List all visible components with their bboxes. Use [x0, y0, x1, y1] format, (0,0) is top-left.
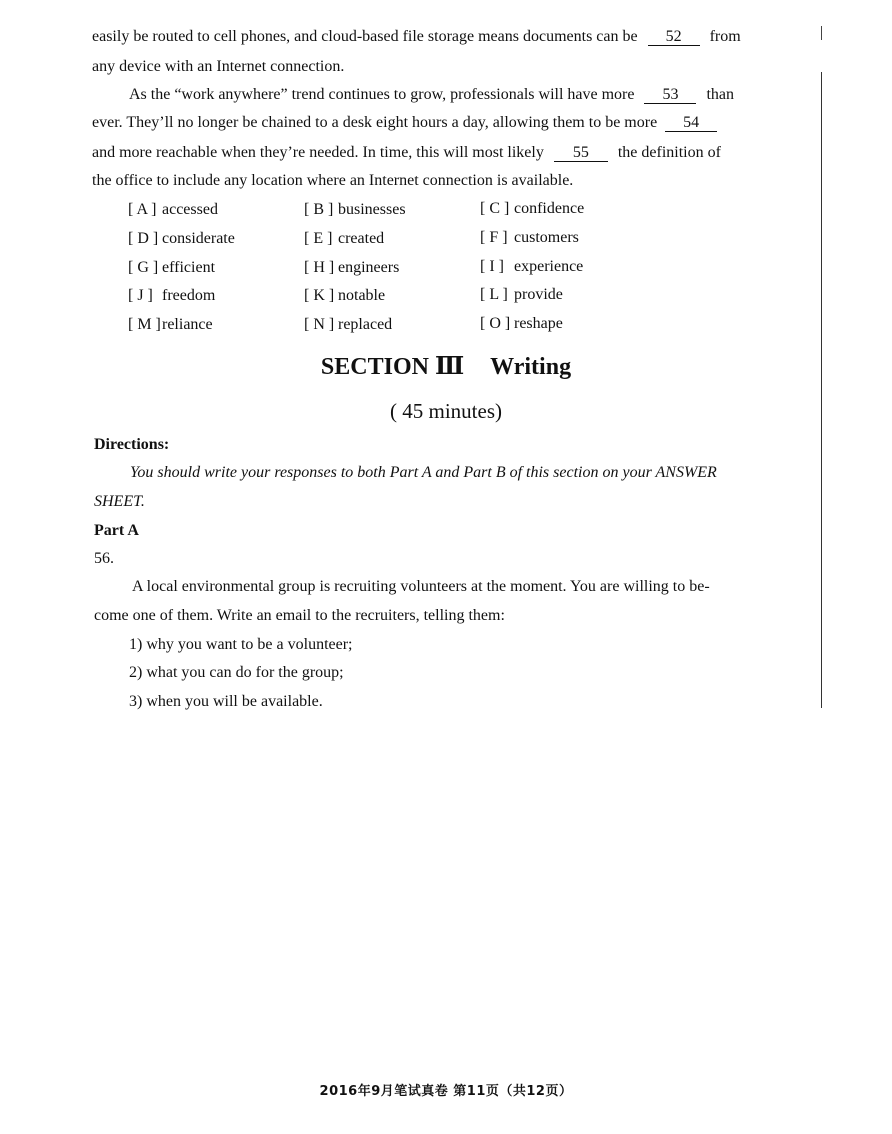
blank-53: 53: [644, 87, 696, 104]
section-title: [0, 351, 892, 381]
passage-text: and more reachable when they’re needed. In time, this will most likely: [92, 144, 544, 161]
option-letter: [ M ]: [128, 316, 161, 333]
passage-line-4: [92, 113, 717, 133]
passage-line-3: [129, 85, 734, 105]
option-l: [480, 285, 563, 305]
option-letter: [ O ]: [480, 315, 511, 332]
option-h: [304, 258, 399, 278]
option-word: accessed: [162, 201, 218, 218]
option-word: efficient: [162, 259, 216, 276]
option-letter: [ N ]: [304, 316, 335, 333]
option-word: provide: [514, 286, 563, 303]
option-c: [480, 199, 584, 219]
option-letter: [ G ]: [128, 259, 159, 276]
prompt-item-2: 2) what you can do for the group;: [129, 664, 344, 681]
section-number: SECTION Ⅲ: [320, 354, 465, 380]
blank-54: 54: [665, 115, 717, 132]
option-letter: [ F ]: [480, 229, 508, 246]
directions-heading: Directions:: [94, 436, 170, 453]
option-letter: [ L ]: [480, 286, 508, 303]
option-a: [128, 200, 218, 220]
passage-line-6: the office to include any location where an Internet connection is available.: [92, 172, 574, 189]
option-letter: [ H ]: [304, 259, 335, 276]
option-word: confidence: [514, 200, 585, 217]
option-word: created: [338, 230, 385, 247]
section-name: Writing: [490, 354, 572, 380]
prompt-line-1: A local environmental group is recruiting volunteers at the moment. You are willing to be-: [132, 578, 710, 595]
passage-line-1: [92, 27, 741, 47]
blank-52: 52: [648, 29, 700, 46]
passage-text: ever. They’ll no longer be chained to a desk eight hours a day, allowing them to be more: [92, 114, 658, 131]
option-word: reshape: [514, 315, 563, 332]
option-word: experience: [514, 258, 584, 275]
page-footer: 2016年9月笔试真卷 第11页（共12页）: [319, 1084, 573, 1099]
margin-rule: [821, 72, 822, 708]
passage-text: from: [709, 28, 741, 45]
prompt-line-2: come one of them. Write an email to the recruiters, telling them:: [94, 607, 505, 624]
option-letter: [ D ]: [128, 230, 159, 247]
option-word: reliance: [162, 316, 213, 333]
option-word: considerate: [162, 230, 235, 247]
option-d: [128, 229, 235, 249]
prompt-item-3: 3) when you will be available.: [129, 693, 323, 710]
option-word: replaced: [338, 316, 393, 333]
option-letter: [ I ]: [480, 258, 504, 275]
passage-text: As the “work anywhere” trend continues to grow, professionals will have more: [129, 86, 635, 103]
question-number: 56.: [94, 550, 114, 567]
option-b: [304, 200, 406, 220]
option-word: freedom: [162, 287, 216, 304]
option-n: [304, 315, 392, 335]
option-letter: [ J ]: [128, 287, 153, 304]
blank-55: 55: [554, 145, 608, 162]
passage-line-2: any device with an Internet connection.: [92, 58, 345, 75]
passage-text: the definition of: [617, 144, 721, 161]
option-letter: [ A ]: [128, 201, 157, 218]
margin-tick: [821, 26, 822, 40]
passage-text: than: [706, 86, 735, 103]
option-j: [128, 286, 215, 306]
prompt-item-1: 1) why you want to be a volunteer;: [129, 636, 353, 653]
option-e: [304, 229, 384, 249]
option-word: notable: [338, 287, 386, 304]
option-word: businesses: [338, 201, 406, 218]
option-letter: [ E ]: [304, 230, 333, 247]
option-m: [128, 315, 213, 335]
option-i: [480, 257, 583, 277]
directions-line-1: You should write your responses to both Part A and Part B of this section on your ANSWER: [130, 464, 717, 481]
section-duration: ( 45 minutes): [390, 399, 502, 423]
option-k: [304, 286, 385, 306]
part-a-heading: Part A: [94, 522, 139, 539]
directions-line-2: SHEET.: [94, 493, 145, 510]
passage-text: easily be routed to cell phones, and cloud-based file storage means documents can be: [92, 28, 638, 45]
option-g: [128, 258, 215, 278]
passage-line-5: [92, 143, 721, 163]
option-o: [480, 314, 563, 334]
option-letter: [ K ]: [304, 287, 335, 304]
option-word: engineers: [338, 259, 400, 276]
option-letter: [ B ]: [304, 201, 334, 218]
option-f: [480, 228, 579, 248]
option-word: customers: [514, 229, 579, 246]
option-letter: [ C ]: [480, 200, 510, 217]
